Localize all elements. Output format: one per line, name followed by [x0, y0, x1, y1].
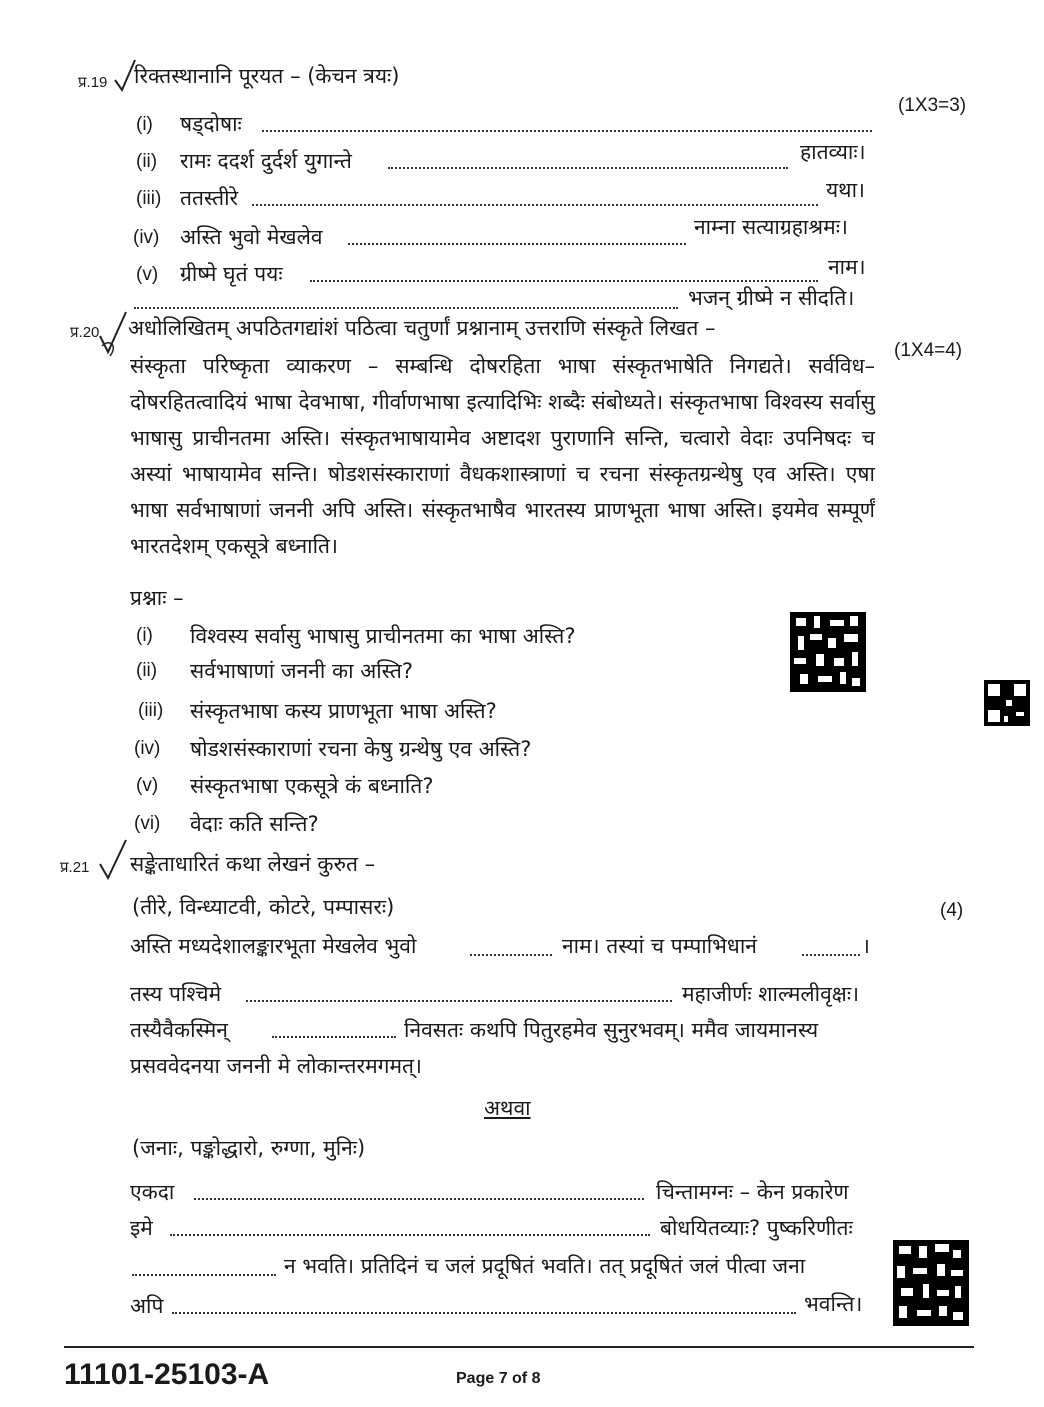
q19-item-end: नाम।	[828, 255, 866, 279]
q21-hints-1: (तीरे, विन्ध्याटवी, कोटरे, पम्पासरः)	[132, 895, 395, 919]
story1-text: तस्यैवैकस्मिन्	[130, 1018, 228, 1042]
story2-text: इमे	[130, 1216, 153, 1240]
q20-question-roman: (i)	[136, 625, 153, 646]
q20-question-roman: (v)	[136, 775, 159, 796]
story2-text: चिन्तामग्नः – केन प्रकारेण	[656, 1180, 849, 1204]
blank-line	[134, 307, 678, 309]
q20-question-roman: (iv)	[134, 738, 161, 759]
blank-line	[310, 280, 818, 282]
q20-question-text: सर्वभाषाणां जननी का अस्ति?	[190, 659, 413, 683]
q19-item-end: यथा।	[826, 178, 865, 202]
checkmark-icon	[96, 836, 132, 886]
blank-line	[262, 130, 872, 132]
q19-item-roman: (iii)	[136, 188, 162, 209]
q20-question-roman: (ii)	[136, 660, 158, 681]
blank-line	[252, 204, 818, 206]
blank-line	[172, 1312, 796, 1314]
q19-heading: रिक्तस्थानानि पूरयत – (केचन त्रयः)	[134, 64, 400, 88]
story2-text: भवन्ति।	[804, 1292, 863, 1316]
blank-line	[802, 954, 860, 956]
story1-text: तस्य पश्चिमे	[130, 982, 222, 1006]
q20-number: प्र.20	[70, 324, 100, 341]
q20-heading: अधोलिखितम् अपठितगद्यांशं पठित्वा चतुर्णां प्रश्नानाम् उत्तराणि संस्कृते लिखत –	[128, 316, 716, 340]
paper-code: 11101-25103-A	[64, 1358, 270, 1391]
q19-item-roman: (ii)	[136, 151, 158, 172]
story1-text: महाजीर्णः शाल्मलीवृक्षः।	[682, 982, 860, 1006]
story2-text: एकदा	[130, 1180, 175, 1204]
q19-marks: (1X3=3)	[898, 95, 967, 116]
story1-text: नाम। तस्यां च पम्पाभिधानं	[562, 934, 757, 958]
blank-line	[470, 954, 552, 956]
blank-line	[194, 1198, 644, 1200]
q19-item-roman: (iv)	[133, 227, 160, 248]
q19-item-start: अस्ति भुवो मेखलेव	[180, 225, 323, 249]
q20-marks: (1X4=4)	[894, 340, 963, 361]
blank-line	[388, 167, 788, 169]
q20-question-text: संस्कृतभाषा एकसूत्रे कं बध्नाति?	[190, 774, 434, 798]
q19-item-start: ग्रीष्मे घृतं पयः	[180, 262, 283, 286]
story1-text: प्रसववेदनया जननी मे लोकान्तरमगमत्।	[130, 1054, 422, 1078]
or-label: अथवा	[484, 1096, 531, 1120]
q19-item-start: ततस्तीरे	[180, 186, 239, 210]
q19-item-start: रामः ददर्श दुर्दर्श युगान्ते	[180, 149, 352, 173]
q19-extra-line-end: भजन् ग्रीष्मे न सीदति।	[688, 286, 855, 310]
q20-question-text: षोडशसंस्काराणां रचना केषु ग्रन्थेषु एव अस्ति?	[190, 737, 532, 761]
blank-line	[272, 1036, 396, 1038]
page-number: Page 7 of 8	[456, 1370, 541, 1387]
blank-line	[246, 1000, 672, 1002]
blank-line	[348, 243, 686, 245]
footer-divider	[64, 1346, 974, 1348]
blank-line	[170, 1234, 650, 1236]
story1-text: निवसतः कथपि पितुरहमेव सुनुरभवम्। ममैव जायमानस्य	[404, 1018, 819, 1042]
q21-heading: सङ्केताधारितं कथा लेखनं कुरुत –	[130, 852, 376, 876]
q20-question-roman: (iii)	[138, 700, 164, 721]
story1-text: ।	[862, 934, 870, 958]
q20-questions-label: प्रश्नाः –	[130, 586, 184, 610]
q19-item-roman: (i)	[136, 114, 153, 135]
story2-text: बोधयितव्याः? पुष्करिणीतः	[660, 1216, 853, 1240]
q21-hints-2: (जनाः, पङ्कोद्धारो, रुग्णा, मुनिः)	[132, 1136, 366, 1160]
q21-marks: (4)	[940, 900, 964, 921]
q20-question-roman: (vi)	[134, 813, 161, 834]
q20-question-text: विश्वस्य सर्वासु भाषासु प्राचीनतमा का भाषा अस्ति?	[190, 624, 576, 648]
q19-item-end: नाम्ना सत्याग्रहाश्रमः।	[694, 215, 848, 239]
q19-item-roman: (v)	[136, 264, 159, 285]
q20-passage: संस्कृता परिष्कृता व्याकरण – सम्बन्धि दोषरहिता भाषा संस्कृतभाषेति निगद्यते। सर्वविध–दोषरहितत्वादियं भाषा देवभाषा, गीर्वाणभाषा इत्यादिभिः शब्दैः संबोध्यते। संस्कृतभाषा विश्वस्य सर्वासु भाषासु प्राचीनतमा अस्ति। संस्कृतभाषायामेव अष्टादश पुराणानि सन्ति, चत्वारो वेदाः उपनिषदः च अस्यां भाषायामेव सन्ति। षोडशसंस्काराणां वैधकशास्त्राणां च रचना संस्कृतग्रन्थेषु एव अस्ति। एषा भाषा सर्वभाषाणां जननी अपि अस्ति। संस्कृतभाषैव भारतस्य प्राणभूता भाषा अस्ति। इयमेव सम्पूर्णं भारतदेशम् एकसूत्रे बध्नाति।	[130, 354, 875, 558]
q19-number: प्र.19	[78, 74, 108, 91]
story2-text: अपि	[130, 1294, 164, 1318]
story2-text: न भवति। प्रतिदिनं च जलं प्रदूषितं भवति। तत् प्रदूषितं जलं पीत्वा जना	[284, 1254, 806, 1278]
q19-item-end: हातव्याः।	[800, 140, 866, 164]
checkmark-icon	[96, 306, 132, 362]
qr-code-icon	[984, 680, 1030, 726]
blank-line	[132, 1274, 276, 1276]
story1-text: अस्ति मध्यदेशालङ्कारभूता मेखलेव भुवो	[130, 934, 417, 958]
qr-code-icon	[790, 612, 866, 692]
q21-number: प्र.21	[60, 859, 90, 876]
q19-item-start: षड्दोषाः	[180, 112, 242, 136]
qr-code-icon	[893, 1240, 969, 1326]
q20-question-text: वेदाः कति सन्ति?	[190, 812, 319, 836]
q20-question-text: संस्कृतभाषा कस्य प्राणभूता भाषा अस्ति?	[190, 699, 497, 723]
